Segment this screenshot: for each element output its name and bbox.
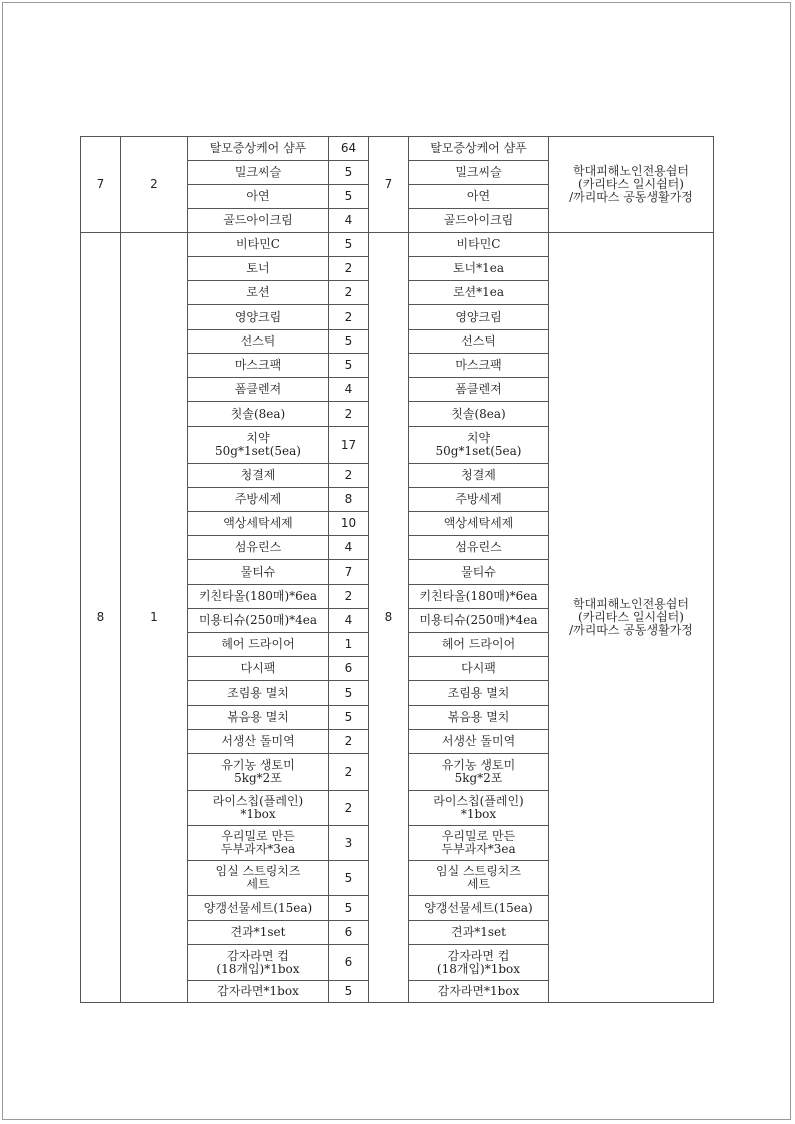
item-name: 임실 스트링치즈 세트 [188, 861, 329, 896]
item-name: 견과*1set [188, 921, 329, 945]
item-quantity: 5 [329, 861, 369, 896]
item-name: 우리밀로 만든 두부과자*3ea [188, 826, 329, 861]
delivered-item-name: 임실 스트링치즈 세트 [409, 861, 549, 896]
item-quantity: 2 [329, 402, 369, 427]
item-quantity: 2 [329, 305, 369, 330]
group-count: 1 [121, 233, 188, 1003]
item-name: 마스크팩 [188, 354, 329, 378]
table-row [81, 233, 714, 257]
item-quantity: 2 [329, 257, 369, 281]
item-quantity: 7 [329, 560, 369, 585]
item-name: 섬유린스 [188, 536, 329, 560]
item-quantity: 4 [329, 609, 369, 633]
item-name: 골드아이크림 [188, 209, 329, 233]
item-quantity: 2 [329, 464, 369, 488]
item-name: 비타민C [188, 233, 329, 257]
item-name: 청결제 [188, 464, 329, 488]
delivered-item-name: 마스크팩 [409, 354, 549, 378]
item-quantity: 5 [329, 233, 369, 257]
item-quantity: 2 [329, 730, 369, 754]
item-quantity: 5 [329, 896, 369, 921]
item-quantity: 6 [329, 945, 369, 981]
item-name: 다시팩 [188, 657, 329, 681]
donation-table [80, 136, 714, 1003]
item-name: 감자라면 컵 (18개입)*1box [188, 945, 329, 981]
item-name: 볶음용 멸치 [188, 706, 329, 730]
table-row [81, 137, 714, 161]
delivered-item-name: 영양크림 [409, 305, 549, 330]
delivered-item-name: 주방세제 [409, 488, 549, 512]
item-name: 미용티슈(250매)*4ea [188, 609, 329, 633]
item-name: 탈모증상케어 샴푸 [188, 137, 329, 161]
item-quantity: 64 [329, 137, 369, 161]
delivered-item-name: 골드아이크림 [409, 209, 549, 233]
delivered-item-name: 라이스칩(플레인) *1box [409, 791, 549, 826]
item-name: 폼클렌져 [188, 378, 329, 402]
item-quantity: 2 [329, 791, 369, 826]
delivered-item-name: 감자라면*1box [409, 981, 549, 1003]
item-quantity: 4 [329, 209, 369, 233]
item-name: 라이스칩(플레인) *1box [188, 791, 329, 826]
item-name: 유기농 생토미 5kg*2포 [188, 754, 329, 791]
item-quantity: 4 [329, 378, 369, 402]
delivered-item-name: 비타민C [409, 233, 549, 257]
delivered-item-name: 볶음용 멸치 [409, 706, 549, 730]
item-quantity: 10 [329, 512, 369, 536]
item-quantity: 3 [329, 826, 369, 861]
item-name: 감자라면*1box [188, 981, 329, 1003]
item-quantity: 5 [329, 161, 369, 185]
item-quantity: 17 [329, 427, 369, 464]
item-quantity: 2 [329, 754, 369, 791]
item-quantity: 5 [329, 706, 369, 730]
item-name: 토너 [188, 257, 329, 281]
item-quantity: 1 [329, 633, 369, 657]
item-quantity: 5 [329, 185, 369, 209]
delivered-item-name: 칫솔(8ea) [409, 402, 549, 427]
delivered-item-name: 다시팩 [409, 657, 549, 681]
item-name: 키친타올(180매)*6ea [188, 585, 329, 609]
item-name: 서생산 돌미역 [188, 730, 329, 754]
item-name: 양갱선물세트(15ea) [188, 896, 329, 921]
delivered-item-name: 토너*1ea [409, 257, 549, 281]
item-name: 조림용 멸치 [188, 681, 329, 706]
item-name: 헤어 드라이어 [188, 633, 329, 657]
group-number: 7 [81, 137, 121, 233]
delivered-item-name: 청결제 [409, 464, 549, 488]
delivered-item-name: 헤어 드라이어 [409, 633, 549, 657]
delivered-item-name: 액상세탁세제 [409, 512, 549, 536]
delivered-item-name: 양갱선물세트(15ea) [409, 896, 549, 921]
delivered-item-name: 서생산 돌미역 [409, 730, 549, 754]
item-quantity: 5 [329, 981, 369, 1003]
item-quantity: 4 [329, 536, 369, 560]
delivered-item-name: 감자라면 컵 (18개입)*1box [409, 945, 549, 981]
shelter-name: 학대피해노인전용쉼터 (카리타스 일시쉼터) /까리따스 공동생활가정 [549, 233, 714, 1003]
item-quantity: 5 [329, 354, 369, 378]
delivered-item-name: 밀크씨슬 [409, 161, 549, 185]
group-count: 2 [121, 137, 188, 233]
item-name: 로션 [188, 281, 329, 305]
item-name: 밀크씨슬 [188, 161, 329, 185]
item-name: 액상세탁세제 [188, 512, 329, 536]
recipient-number: 7 [369, 137, 409, 233]
group-number: 8 [81, 233, 121, 1003]
item-quantity: 5 [329, 681, 369, 706]
item-name: 치약 50g*1set(5ea) [188, 427, 329, 464]
item-quantity: 5 [329, 330, 369, 354]
item-name: 칫솔(8ea) [188, 402, 329, 427]
item-quantity: 2 [329, 585, 369, 609]
item-name: 물티슈 [188, 560, 329, 585]
delivered-item-name: 견과*1set [409, 921, 549, 945]
delivered-item-name: 미용티슈(250매)*4ea [409, 609, 549, 633]
delivered-item-name: 조림용 멸치 [409, 681, 549, 706]
delivered-item-name: 치약 50g*1set(5ea) [409, 427, 549, 464]
table-body [81, 137, 714, 1003]
shelter-name: 학대피해노인전용쉼터 (카리타스 일시쉼터) /까리따스 공동생활가정 [549, 137, 714, 233]
item-name: 영양크림 [188, 305, 329, 330]
delivered-item-name: 유기농 생토미 5kg*2포 [409, 754, 549, 791]
delivered-item-name: 로션*1ea [409, 281, 549, 305]
delivered-item-name: 우리밀로 만든 두부과자*3ea [409, 826, 549, 861]
delivered-item-name: 탈모증상케어 샴푸 [409, 137, 549, 161]
delivered-item-name: 아연 [409, 185, 549, 209]
item-quantity: 8 [329, 488, 369, 512]
delivered-item-name: 폼클렌져 [409, 378, 549, 402]
item-quantity: 6 [329, 657, 369, 681]
delivered-item-name: 선스틱 [409, 330, 549, 354]
item-name: 선스틱 [188, 330, 329, 354]
recipient-number: 8 [369, 233, 409, 1003]
item-name: 주방세제 [188, 488, 329, 512]
delivered-item-name: 키친타올(180매)*6ea [409, 585, 549, 609]
delivered-item-name: 섬유린스 [409, 536, 549, 560]
item-name: 아연 [188, 185, 329, 209]
item-quantity: 6 [329, 921, 369, 945]
item-quantity: 2 [329, 281, 369, 305]
delivered-item-name: 물티슈 [409, 560, 549, 585]
